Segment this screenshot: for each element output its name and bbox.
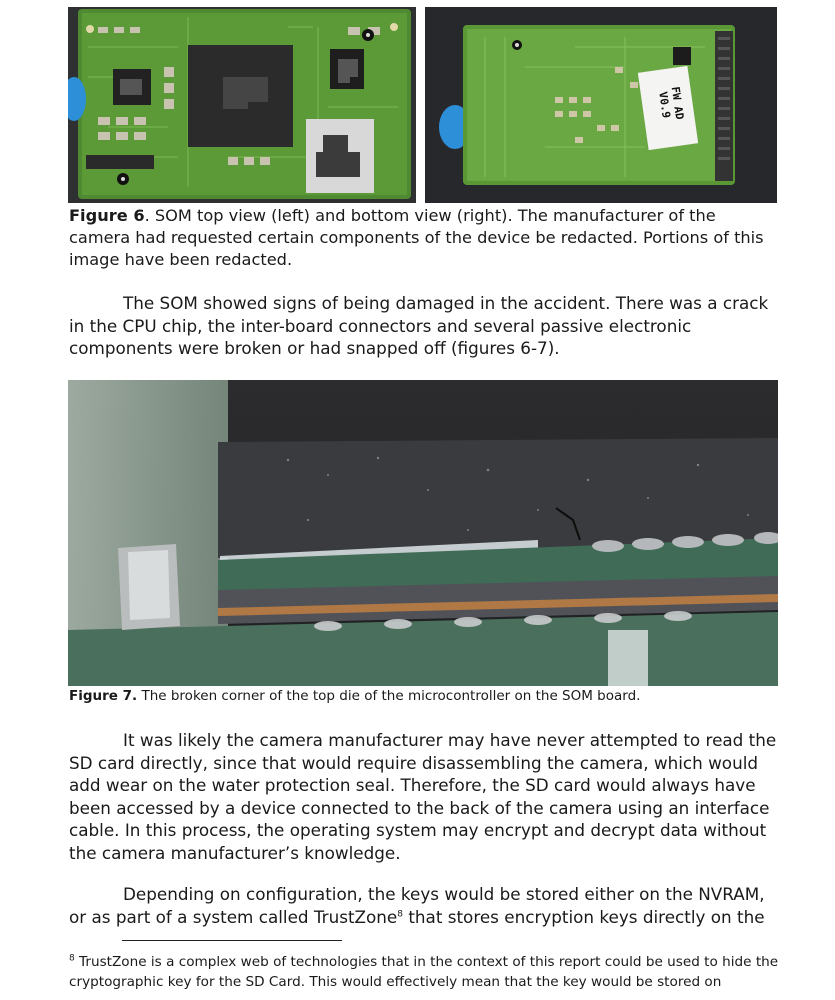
body-paragraph-2 [69,729,781,864]
footnote-reference-8: 8 [397,908,403,919]
figure-6-caption [69,205,781,271]
sticker-line-1: FW AD [668,85,687,121]
figure-7-caption [69,687,781,705]
figure-7-caption-text: The broken corner of the top die of the microcontroller on the SOM board. [137,688,641,704]
body-paragraph-2-text: It was likely the camera manufacturer may have never attempted to read the SD card directly, since that would require disassembling the camera, which would add wear on the water protection seal. Therefore, the SD card would always have been accessed by a device connected to the back of the camera using an interface cable. In this process, the operating system may encrypt and decrypt data without the camera manufacturer’s knowledge. [69,730,777,863]
footnote-marker: 8 [69,953,75,964]
body-paragraph-3 [69,883,781,928]
sticker-line-2: V0.9 [656,90,673,119]
figure-6-top-view-photo [68,7,416,203]
figure-6-caption-text: . SOM top view (left) and bottom view (right). The manufacturer of the camera had requested certain components of the device be redacted. Portions of this image have been redacted. [69,206,764,269]
figure-7-broken-die-photo [68,380,778,686]
figure-6-label: Figure 6 [69,206,145,225]
footnote-text: TrustZone is a complex web of technologies that in the context of this report could be used to hide the cryptographic key for the SD Card. This would effectively mean that the key would be stored on [69,954,779,990]
figure-7-label: Figure 7. [69,688,138,704]
figure-6-bottom-view-photo [425,7,777,203]
footnote-8 [69,952,781,992]
footnote-divider [122,940,342,941]
body-paragraph-1-text: The SOM showed signs of being damaged in the accident. There was a crack in the CPU chip, the inter-board connectors and several passive electronic components were broken or had snapped off (figures 6-7). [69,293,769,358]
body-paragraph-1 [69,292,781,360]
body-paragraph-3-text: Depending on configuration, the keys would be stored either on the NVRAM, or as part of a system called TrustZone [69,884,765,927]
body-paragraph-3-text-after: that stores encryption keys directly on the [402,906,765,927]
